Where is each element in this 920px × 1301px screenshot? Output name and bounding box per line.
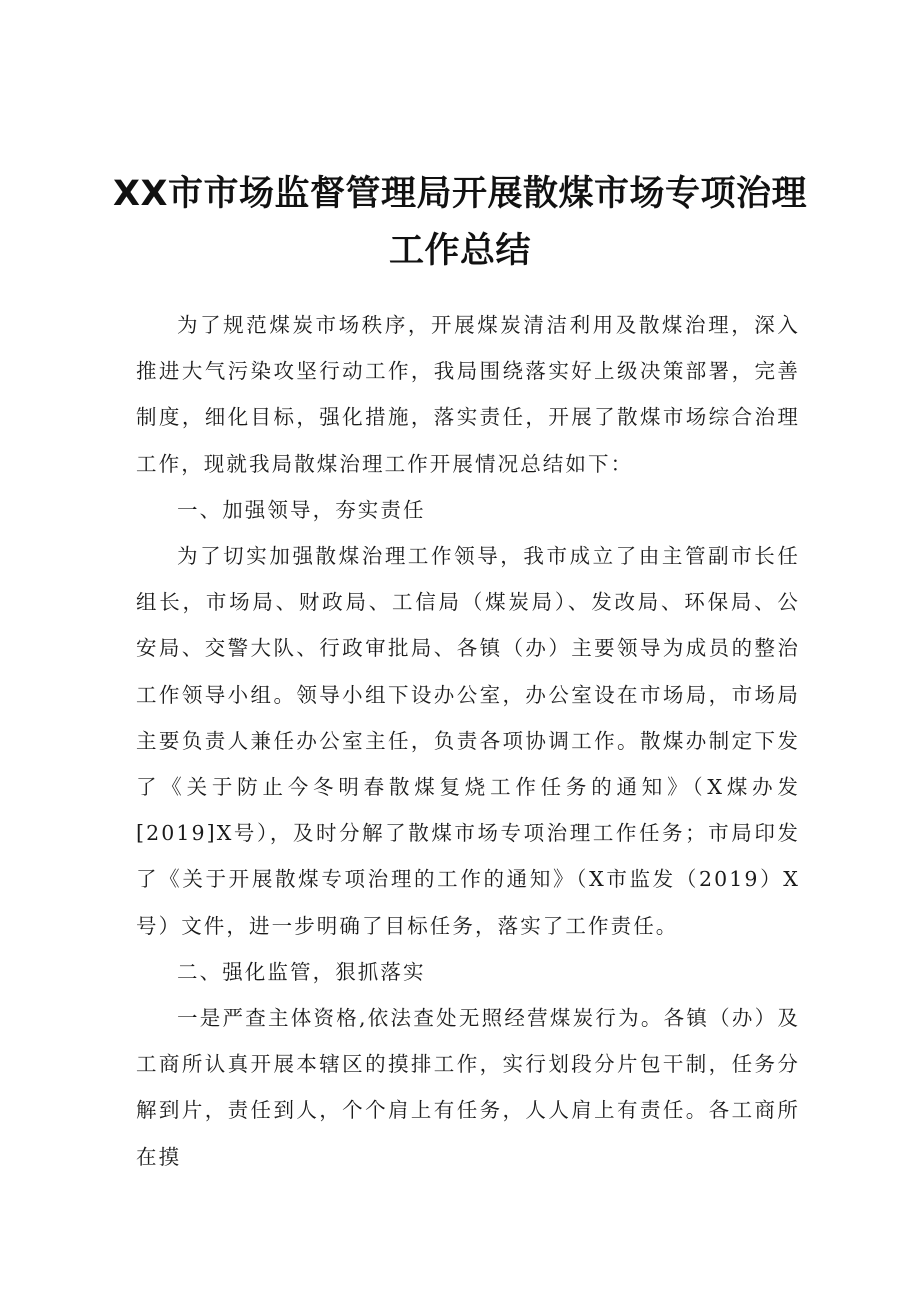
section-heading-1: 一、加强领导，夯实责任 bbox=[177, 497, 426, 522]
section-1-paragraph: 为了切实加强散煤治理工作领导，我市成立了由主管副市长任组长，市场局、财政局、工信局（煤炭局）、发改局、环保局、公安局、交警大队、行政审批局、各镇（办）主要领导为成员的整治工作领导小组。领导小组下设办公室，办公室设在市场局，市场局主要负责人兼任办公室主任，负责各项协调工作。散煤办制定下发了《关于防止今冬明春散煤复烧工作任务的通知》（X煤办发[2019]X号），及时分解了散煤市场专项治理工作任务；市局印发了《关于开展散煤专项治理的工作的通知》（X市监发（2019）X号）文件，进一步明确了目标任务，落实了工作责任。 bbox=[136, 544, 800, 938]
intro-paragraph: 为了规范煤炭市场秩序，开展煤炭清洁利用及散煤治理，深入推进大气污染攻坚行动工作，我局围绕落实好上级决策部署，完善制度，细化目标，强化措施，落实责任，开展了散煤市场综合治理工作，现就我局散煤治理工作开展情况总结如下： bbox=[136, 313, 800, 476]
document-title-line-1: XX市市场监督管理局开展散煤市场专项治理 bbox=[113, 174, 807, 214]
section-2-paragraph: 一是严查主体资格,依法查处无照经营煤炭行为。各镇（办）及工商所认真开展本辖区的摸排工作，实行划段分片包干制，任务分解到片，责任到人，个个肩上有任务，人人肩上有责任。各工商所在摸 bbox=[136, 1006, 800, 1169]
document-title-line-2: 工作总结 bbox=[388, 231, 531, 271]
section-heading-2: 二、强化监管，狠抓落实 bbox=[177, 959, 426, 984]
document-body bbox=[136, 302, 800, 1180]
